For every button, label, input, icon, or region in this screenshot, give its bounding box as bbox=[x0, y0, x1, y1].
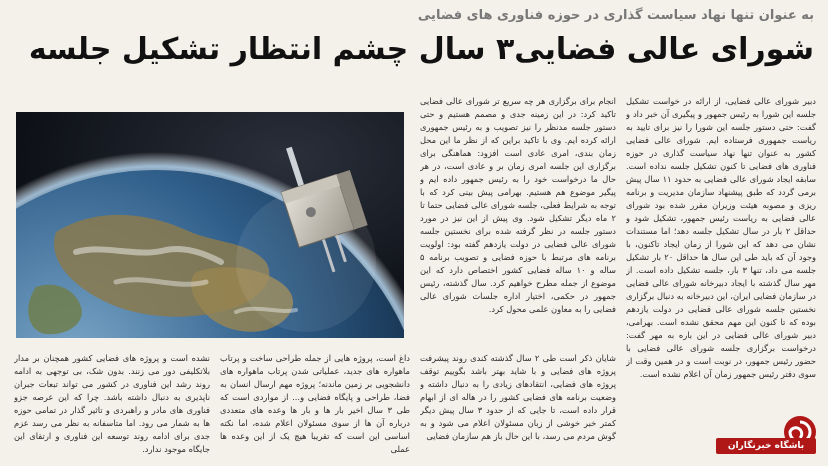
article-column-2: انجام برای برگزاری هر چه سریع تر شورای عالی فضایی تاکید کرد: در این زمینه جدی و مصمم هستیم و حتی دستور جلسه مدنظر را نیز تصویب و به رئیس جمهوری ارائه کرده ایم. وی با تاکید براین که از نظر ما این محل زمان بندی، امری عادی است افزود: هماهنگی برای برگزاری این جلسه امری زمان بر و عادی است، در هر حال ما درخواست خود را به رئیس جمهور داده ایم و پیگیر موضوع هم هستیم. بهرامی پیش بینی کرد که با توجه به شرایط فعلی، جلسه شورای عالی فضایی حتما تا ۲ ماه دیگر تشکیل شود. وی پیش از این نیز در مورد دستور جلسه در نظر گرفته شده برای نخستین جلسه شورای عالی فضایی در دولت یازدهم گفته بود: اولویت برنامه های مرتبط با حوزه فضایی و تصویب برنامه ۵ ساله و ۱۰ ساله فضایی کشور اختصاص دارد که این موضوع از جمله مطرح خواهیم کرد. سال گذشته، رئیس جمهور در حکمی، اختیار اداره جلسات شورای عالی فضایی را به معاون علمی محول کرد. bbox=[420, 96, 616, 314]
article-column-3: داغ است، پروژه هایی از جمله طراحی ساخت و پرتاب ماهواره های جدید، عملیاتی شدن پرتاب ماهواره های دانشجویی بر زمین ماندنه؛ پروژه مهم ارسال انسان به فضا، طراحی و پایگاه فضایی و... از مواردی است که طی ۳ سال اخیر بار ها و بار ها وعده های متعددی درباره آن ها از سوی مسئولان اعلام شده، اما نکته اساسی این است که تقریبا هیچ یک از این وعده ها عملی bbox=[220, 353, 410, 454]
article-column-4: نشده است و پروژه های فضایی کشور همچنان بر مدار بلاتکلیفی دور می زنند. بدون شک، بی توجهی به ادامه روند رشد این فناوری در کشور می تواند تبعات جبران ناپذیری به دنبال داشته باشد. چرا که این عرصه جزو فناوری های مادر و راهبردی و تاثیر گذار در تمامی حوزه ها به شمار می رود. اما متاسفانه به نظر می رسد عزم جدی برای ادامه روند توسعه این فناوری و ارتقای این جایگاه موجود ندارد. bbox=[14, 353, 210, 454]
article-column-1: دبیر شورای عالی فضایی، از ارائه در خواست تشکیل جلسه این شورا به رئیس جمهور و پیگیری آن خبر داد و گفت: حتی دستور جلسه این شورا را نیز برای تایید به ریاست جمهوری فرستاده ایم. شورای عالی فضایی کشور به عنوان تنها نهاد سیاست گذاری در حوزه فناوری های فضایی تا کنون تشکیل جلسه نداده است. سابقه ایجاد شورای عالی فضایی به حدود ۱۱ سال پیش برمی گردد که طبق پیشنهاد سازمان مدیریت و برنامه ریزی و مصوبه هیئت وزیران مقرر شده بود شورای عالی فضایی به ریاست رئیس جمهور، تشکیل شود و حداقل ۲ بار در سال تشکیل جلسه دهد؛ اما مستندات نشان می دهد که این شورا از زمان ایجاد تاکنون، با وجود آن که باید طی این سال ها حداقل ۲۰ بار تشکیل جلسه می داد، تنها ۳ بار، جلسه تشکیل داده است. از مهر سال گذشته با ایجاد دبیرخانه شورای عالی فضایی در سازمان فضایی ایران، این دبیرخانه به دنبال برگزاری نخستین جلسه شورای عالی فضایی در دولت یازدهم بوده که تا کنون این مهم محقق نشده است. بهرامی، دبیر شورای عالی فضایی در این باره به مهر گفت: درخواست برگزاری جلسه شورای عالی فضایی با حضور رئیس جمهور، در نوبت است و در همین وقت از سوی دفتر رئیس جمهور زمان آن اعلام نشده است. bbox=[626, 96, 816, 379]
article-kicker: به عنوان تنها نهاد سیاست گذاری در حوزه فناوری های فضایی bbox=[417, 8, 814, 23]
publisher-name: باشگاه خبرنگاران bbox=[716, 438, 816, 454]
spiral-logo-icon bbox=[696, 412, 824, 462]
article-column-2-continued: شایان ذکر است طی ۲ سال گذشته کندی روند پیشرفت پروژه های فضایی و با شاید بهتر باشد بگوییم توقف پروژه های فضایی، انتقادهای زیادی را به دنبال داشته و وضعیت برنامه های فضایی کشور را در هاله ای از ابهام قرار داده است، تا جایی که از حدود ۳ سال پیش دیگر کمتر خبر خوشی از زبان مسئولان اعلام می شود و به گوش مردم می رسد، با این حال باز هم سازمان فضایی bbox=[420, 353, 616, 441]
article-headline: شورای عالی فضایی۳ سال چشم انتظار تشکیل جلسه bbox=[28, 32, 814, 67]
publisher-logo bbox=[696, 412, 824, 462]
satellite-photo bbox=[16, 112, 404, 338]
